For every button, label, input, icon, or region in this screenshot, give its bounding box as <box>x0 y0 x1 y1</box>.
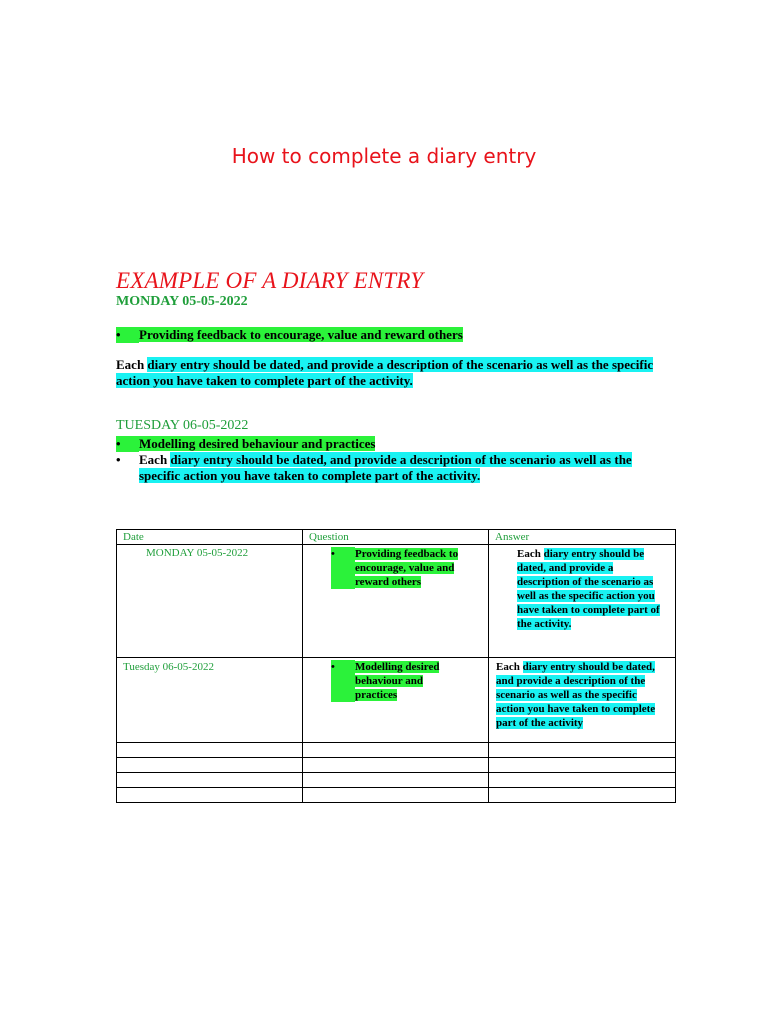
bullet-icon: • <box>116 436 139 452</box>
empty-cell <box>117 743 303 758</box>
example-heading: EXAMPLE OF A DIARY ENTRY <box>116 268 424 293</box>
bullet-icon: • <box>116 327 139 343</box>
empty-table-row <box>117 743 676 758</box>
bullet-icon: • <box>116 452 121 467</box>
empty-cell <box>117 758 303 773</box>
row-date: MONDAY 05-05-2022 <box>146 547 249 559</box>
page-title: How to complete a diary entry <box>231 144 537 168</box>
monday-date: MONDAY 05-05-2022 <box>116 294 248 309</box>
table-row <box>117 658 676 743</box>
monday-description-text: diary entry should be dated, and provide a description of the scenario as well as the specific action you have taken to complete part of the activity. <box>116 357 654 388</box>
monday-bullet <box>116 327 656 343</box>
monday-description <box>116 357 661 389</box>
empty-cell <box>489 758 676 773</box>
row-date: Tuesday 06-05-2022 <box>123 661 214 673</box>
table-cell-answer <box>489 658 676 743</box>
row-answer-lead: Each <box>496 661 523 673</box>
row-answer-lead: Each <box>517 548 544 560</box>
empty-table-row <box>117 758 676 773</box>
empty-table-row <box>117 788 676 803</box>
monday-bullet-text: Providing feedback to encourage, value and reward others <box>139 327 463 342</box>
row-question: Providing feedback to encourage, value and reward others <box>355 548 459 588</box>
empty-cell <box>303 743 489 758</box>
diary-table <box>116 529 676 803</box>
empty-cell <box>489 788 676 803</box>
tuesday-date: TUESDAY 06-05-2022 <box>116 418 249 433</box>
empty-cell <box>117 788 303 803</box>
header-date: Date <box>117 530 303 545</box>
table-cell-answer <box>489 545 676 658</box>
header-question: Question <box>303 530 489 545</box>
tuesday-bullet-2 <box>116 452 656 484</box>
empty-cell <box>303 758 489 773</box>
empty-cell <box>303 788 489 803</box>
empty-cell <box>489 743 676 758</box>
bullet-icon: • <box>331 660 355 702</box>
row-answer: diary entry should be dated, and provide a description of the scenario as well as the specific action you have taken to complete part of the activity. <box>517 548 660 630</box>
table-header-row <box>117 530 676 545</box>
table-cell-date <box>117 658 303 743</box>
row-answer: diary entry should be dated, and provide a description of the scenario as well as the specific action you have taken to complete part of the activity <box>496 661 656 729</box>
row-question: Modelling desired behaviour and practices <box>355 661 440 701</box>
tuesday-bullet-1 <box>116 436 656 452</box>
bullet-icon: • <box>331 547 355 589</box>
table-cell-question <box>303 545 489 658</box>
tuesday-bullet-1-text: Modelling desired behaviour and practices <box>139 436 376 451</box>
empty-cell <box>303 773 489 788</box>
table-row <box>117 545 676 658</box>
empty-table-row <box>117 773 676 788</box>
monday-description-lead: Each <box>116 357 148 372</box>
header-answer: Answer <box>489 530 676 545</box>
tuesday-bullet-2-text: diary entry should be dated, and provide a description of the scenario as well as the specific action you have taken to complete part of the activity. <box>139 452 632 483</box>
tuesday-bullet-2-lead: Each <box>139 452 171 467</box>
table-cell-question <box>303 658 489 743</box>
table-cell-date <box>117 545 303 658</box>
empty-cell <box>489 773 676 788</box>
empty-cell <box>117 773 303 788</box>
